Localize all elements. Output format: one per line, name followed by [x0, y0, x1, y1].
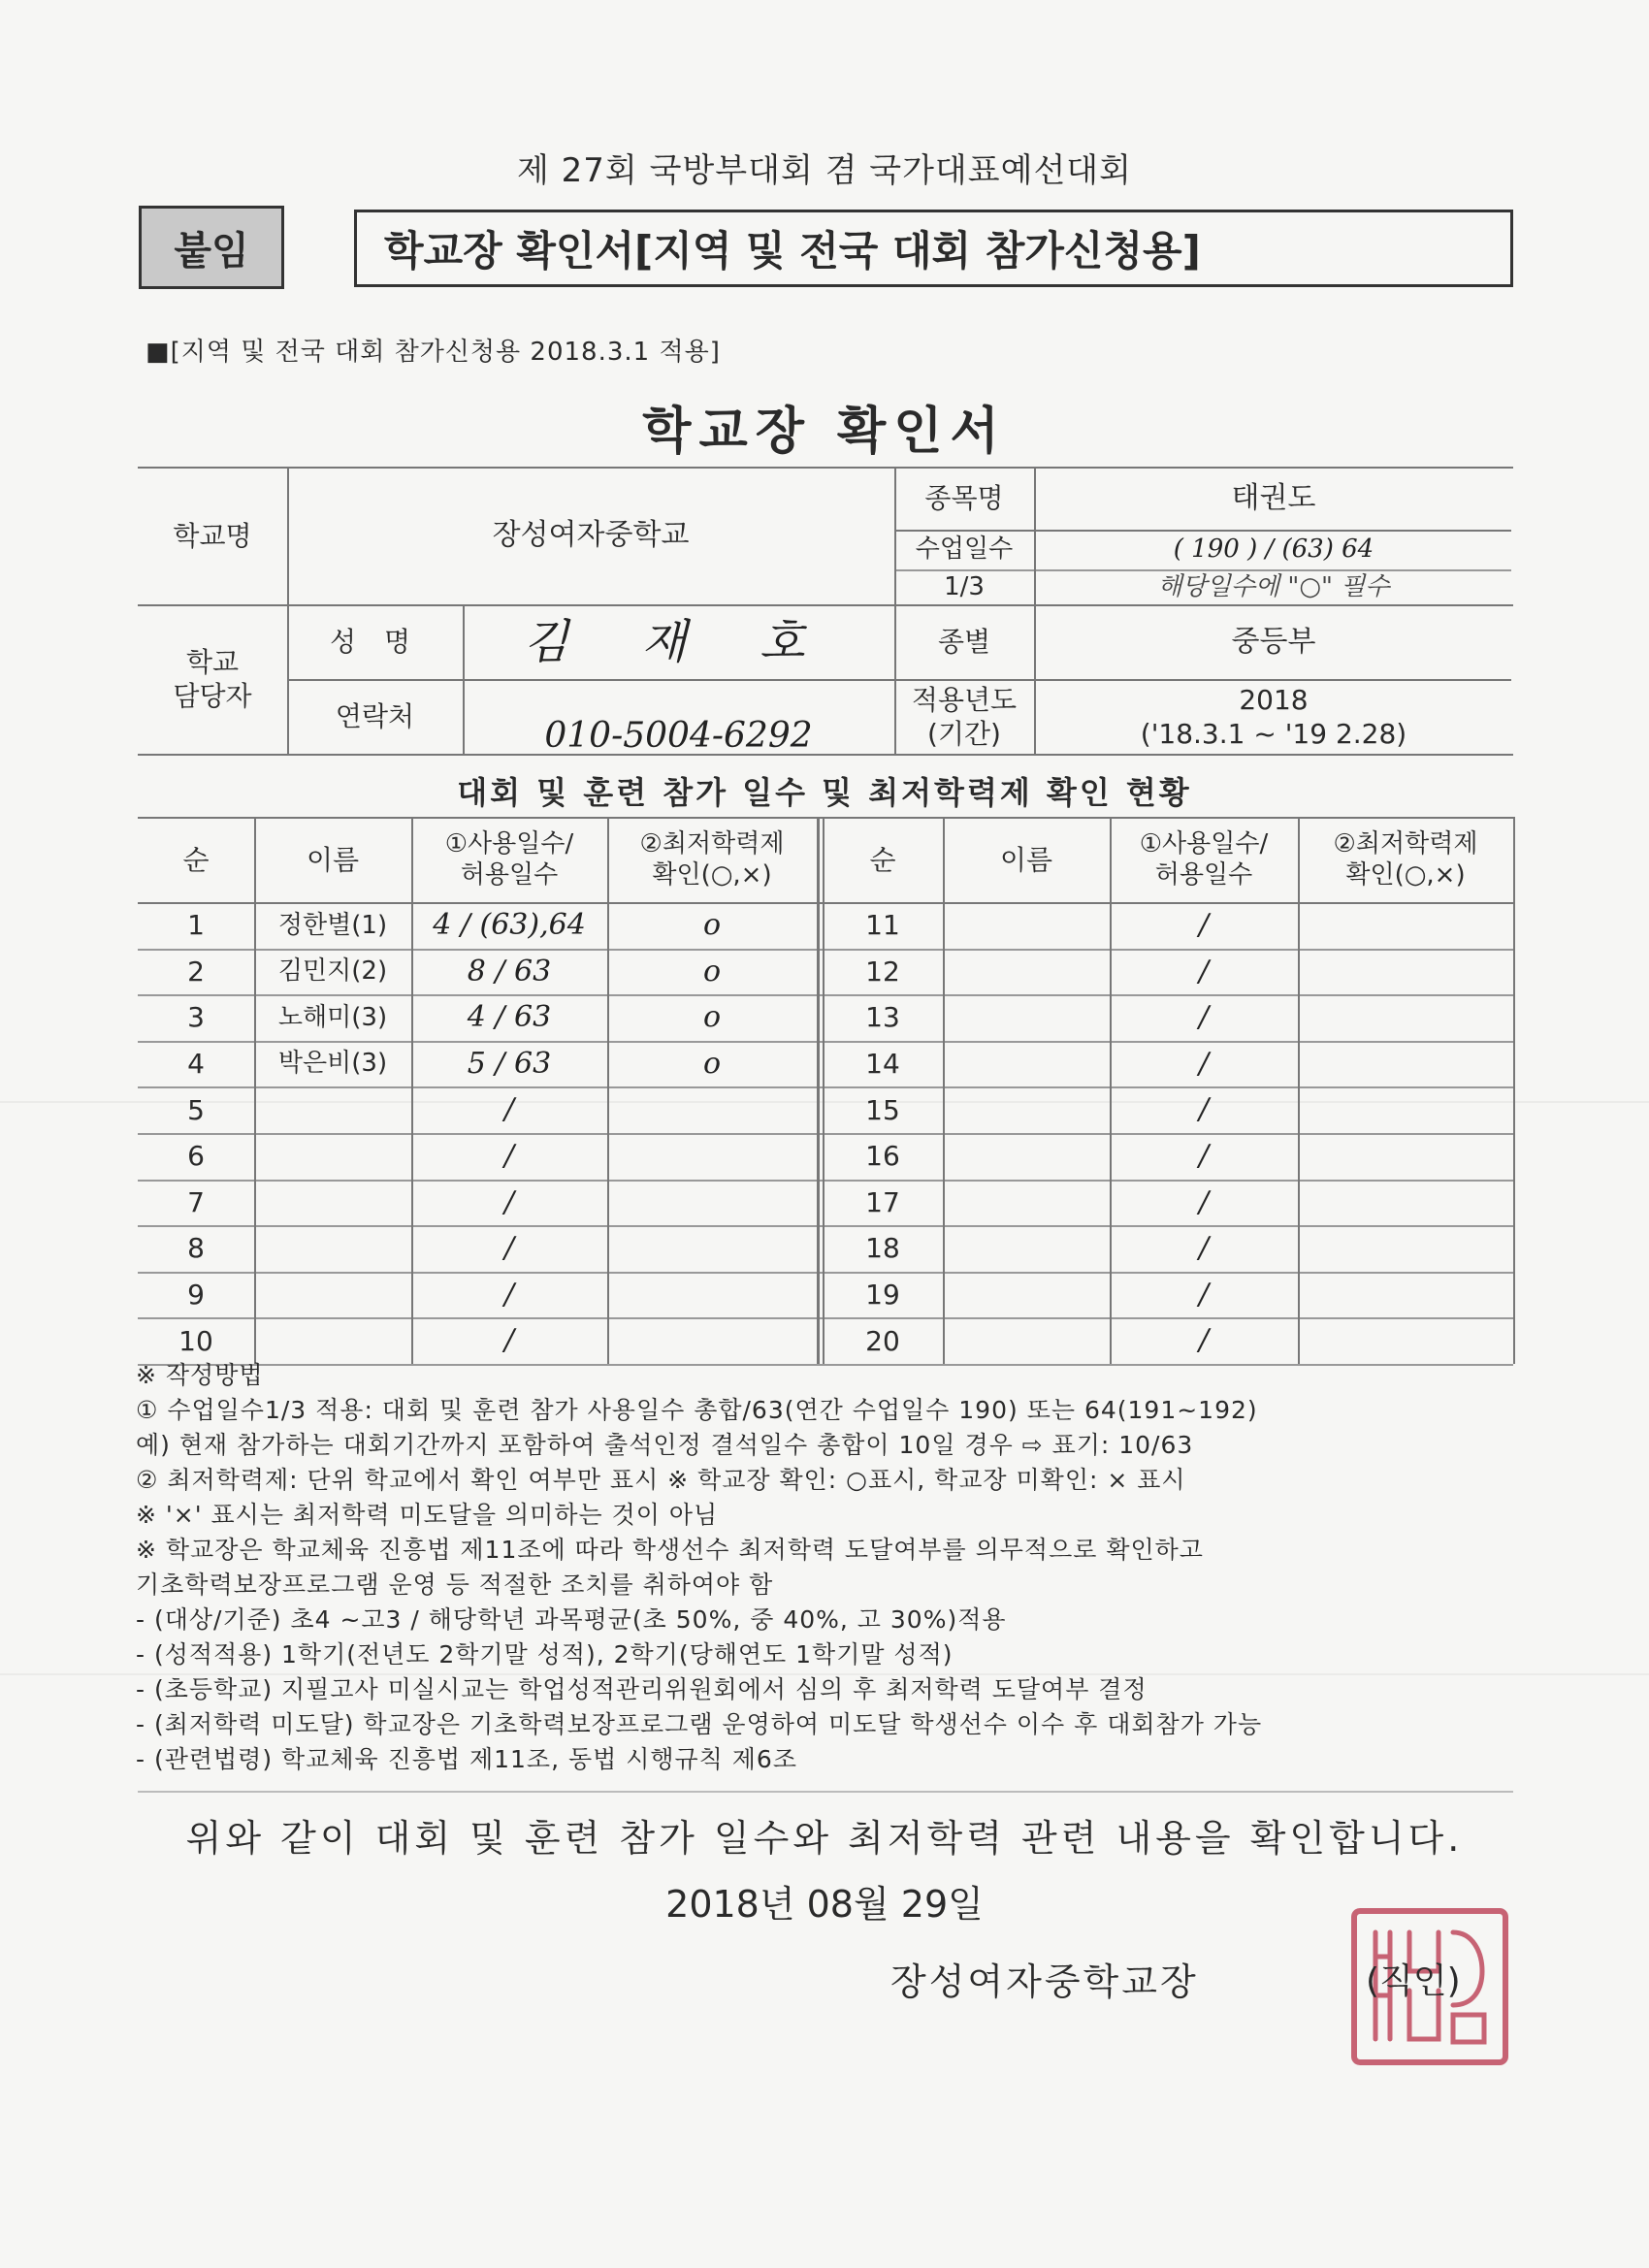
row-number: 14	[865, 1048, 900, 1081]
col-header-check	[607, 817, 817, 902]
row-days: /	[1198, 908, 1210, 943]
row-number: 16	[865, 1140, 900, 1173]
row-name	[254, 1086, 411, 1133]
class-days-ratio-label: 1/3	[944, 571, 985, 601]
attachment-label: 붙임	[139, 206, 284, 289]
row-number: 15	[865, 1093, 900, 1126]
row-name	[943, 1086, 1110, 1133]
apply-year-label	[894, 679, 1034, 754]
col-header-line: ②최저학력제	[1333, 828, 1478, 859]
row-days: 4 / 63	[467, 1000, 552, 1035]
row-number: 19	[865, 1279, 900, 1312]
row-check	[607, 1317, 817, 1364]
row-number: 9	[187, 1279, 205, 1312]
row-check	[1298, 902, 1513, 949]
method-line: ① 수업일수1/3 적용: 대회 및 훈련 참가 사용일수 총합/63(연간 수업일수 190) 또는 64(191~192)	[136, 1396, 1258, 1424]
row-check: o	[702, 1000, 722, 1035]
row-number: 6	[187, 1140, 205, 1173]
method-line: ② 최저학력제: 단위 학교에서 확인 여부만 표시 ※ 학교장 확인: ○표시, 학교장 미확인: × 표시	[136, 1466, 1186, 1494]
manager-label	[138, 621, 287, 737]
row-number: 13	[865, 1001, 900, 1034]
row-check	[607, 1133, 817, 1180]
row-days: /	[503, 1231, 515, 1266]
col-header-days	[411, 817, 607, 902]
row-check	[1298, 949, 1513, 995]
apply-year-value-line2: ('18.3.1 ~ '19 2.28)	[1140, 717, 1407, 750]
row-number: 3	[187, 1001, 205, 1034]
row-check	[1298, 1180, 1513, 1226]
apply-year-label-line2: (기간)	[927, 717, 1001, 750]
row-name	[943, 1133, 1110, 1180]
document-title: 학교장 확인서	[642, 403, 1007, 461]
row-name	[943, 1272, 1110, 1318]
class-days-note: 해당일수에 "○" 필수	[1157, 571, 1390, 601]
col-header-line: ②최저학력제	[639, 828, 785, 859]
row-days: /	[1198, 954, 1210, 988]
row-check	[607, 1225, 817, 1272]
row-check	[1298, 994, 1513, 1041]
row-days: /	[1198, 1046, 1210, 1081]
row-number: 18	[865, 1232, 900, 1265]
class-days-value: ( 190 ) / (63) 64	[1173, 535, 1374, 565]
row-check	[1298, 1317, 1513, 1364]
row-days: /	[503, 1184, 515, 1219]
row-days: /	[1198, 1139, 1210, 1174]
row-name	[254, 1133, 411, 1180]
row-days: 4 / (63),64	[433, 908, 586, 943]
school-name-value: 장성여자중학교	[492, 518, 690, 553]
row-days: /	[1198, 1231, 1210, 1266]
row-check: o	[702, 954, 722, 988]
method-line: - (성적적용) 1학기(전년도 2학기말 성적), 2학기(당해연도 1학기말 성적)	[136, 1640, 954, 1669]
apply-year-label-line1: 적용년도	[911, 683, 1018, 716]
row-check	[1298, 1272, 1513, 1318]
confirmation-date: 2018년 08월 29일	[665, 1883, 984, 1926]
row-check	[1298, 1225, 1513, 1272]
row-number: 5	[187, 1093, 205, 1126]
column-divider	[817, 817, 820, 1364]
row-name: 박은비(3)	[277, 1049, 388, 1079]
row-days: 8 / 63	[467, 954, 552, 988]
event-title: 제 27회 국방부대회 겸 국가대표예선대회	[517, 151, 1132, 190]
method-line: 기초학력보장프로그램 운영 등 적절한 조치를 취하여야 함	[136, 1571, 774, 1599]
row-days: /	[1198, 1277, 1210, 1312]
row-name	[943, 1225, 1110, 1272]
row-name	[943, 994, 1110, 1041]
col-header-line: 확인(○,×)	[652, 860, 772, 890]
row-name	[943, 902, 1110, 949]
person-name-label: 성 명	[330, 626, 420, 658]
confirmation-text: 위와 같이 대회 및 훈련 참가 일수와 최저학력 관련 내용을 확인합니다.	[185, 1817, 1464, 1860]
row-check	[607, 1272, 817, 1318]
row-name	[943, 949, 1110, 995]
principal-title: 장성여자중학교장	[890, 1960, 1199, 2003]
row-check	[607, 1086, 817, 1133]
writing-method	[136, 1358, 1513, 1777]
column-divider	[1513, 817, 1515, 1364]
row-days: /	[1198, 1092, 1210, 1127]
method-line: - (대상/기준) 초4 ~고3 / 해당학년 과목평균(초 50%, 중 40%, 고 30%)적용	[136, 1605, 1007, 1634]
col-header-no: 순	[182, 843, 210, 876]
row-name	[943, 1041, 1110, 1087]
row-number: 8	[187, 1232, 205, 1265]
row-name: 정한별(1)	[277, 910, 388, 940]
col-header-line: ①사용일수/	[444, 828, 574, 859]
col-header-line: 허용일수	[460, 860, 559, 890]
contact-value: 010-5004-6292	[544, 715, 813, 756]
row-days: 5 / 63	[467, 1046, 552, 1081]
row-days: /	[1198, 1323, 1210, 1358]
class-days-label: 수업일수	[915, 535, 1014, 565]
contact-label: 연락처	[335, 700, 415, 732]
row-days: /	[503, 1092, 515, 1127]
row-name	[254, 1180, 411, 1226]
division-label: 종별	[937, 626, 991, 658]
col-header-line: 허용일수	[1154, 860, 1253, 890]
method-line: ※ 학교장은 학교체육 진흥법 제11조에 따라 학생선수 최저학력 도달여부를 의무적으로 확인하고	[136, 1536, 1204, 1564]
row-name: 김민지(2)	[277, 956, 388, 987]
row-name	[254, 1225, 411, 1272]
school-name-label: 학교명	[173, 519, 252, 552]
row-name	[943, 1317, 1110, 1364]
row-days: /	[503, 1277, 515, 1312]
row-name	[254, 1317, 411, 1364]
col-header-line: ①사용일수/	[1139, 828, 1269, 859]
row-days: /	[1198, 1184, 1210, 1219]
method-line: - (관련법령) 학교체육 진흥법 제11조, 동법 시행규칙 제6조	[136, 1745, 797, 1773]
col-header-no: 순	[869, 843, 896, 876]
division-value: 중등부	[1231, 624, 1316, 659]
row-number: 12	[865, 955, 900, 988]
row-number: 2	[187, 955, 205, 988]
row-name	[254, 1272, 411, 1318]
method-line: - (초등학교) 지필고사 미실시교는 학업성적관리위원회에서 심의 후 최저학력 도달여부 결정	[136, 1675, 1148, 1703]
row-number: 7	[187, 1185, 205, 1218]
seal-label: (직인)	[1366, 1961, 1461, 2001]
row-number: 10	[178, 1324, 213, 1357]
col-header-name: 이름	[306, 843, 360, 876]
method-line: ※ '×' 표시는 최저학력 미도달을 의미하는 것이 아님	[136, 1501, 719, 1529]
manager-label-line2: 담당자	[173, 680, 252, 712]
row-days: /	[503, 1323, 515, 1358]
apply-year-value-line1: 2018	[1239, 683, 1309, 716]
row-number: 1	[187, 909, 205, 942]
method-line: 예) 현재 참가하는 대회기간까지 포함하여 출석인정 결석일수 총합이 10일 경우 ⇨ 표기: 10/63	[136, 1431, 1194, 1459]
col-header-check	[1298, 817, 1513, 902]
apply-note: ■[지역 및 전국 대회 참가신청용 2018.3.1 적용]	[146, 338, 721, 367]
event-value: 태권도	[1231, 480, 1316, 515]
row-check	[1298, 1086, 1513, 1133]
row-check: o	[702, 1046, 722, 1081]
row-days: /	[503, 1139, 515, 1174]
row-name	[943, 1180, 1110, 1226]
col-header-days	[1110, 817, 1298, 902]
event-label: 종목명	[924, 482, 1004, 514]
row-check	[1298, 1041, 1513, 1087]
col-header-name: 이름	[999, 843, 1053, 876]
row-number: 11	[865, 909, 900, 942]
person-name-value: 김 재 호	[523, 614, 834, 669]
row-number: 4	[187, 1048, 205, 1081]
row-number: 17	[865, 1185, 900, 1218]
method-line: ※ 작성방법	[136, 1361, 264, 1389]
row-check	[1298, 1133, 1513, 1180]
row-number: 20	[865, 1324, 900, 1357]
row-check: o	[702, 908, 722, 943]
row-check	[607, 1180, 817, 1226]
document-type-title: 학교장 확인서[지역 및 전국 대회 참가신청용]	[354, 210, 1513, 287]
row-name: 노해미(3)	[277, 1002, 388, 1032]
apply-year-value	[1034, 679, 1513, 754]
status-table-title: 대회 및 훈련 참가 일수 및 최저학력제 확인 현황	[457, 774, 1192, 811]
method-line: - (최저학력 미도달) 학교장은 기초학력보장프로그램 운영하여 미도달 학생선수 이수 후 대회참가 가능	[136, 1710, 1263, 1738]
col-header-line: 확인(○,×)	[1345, 860, 1466, 890]
divider	[138, 1791, 1513, 1793]
manager-label-line1: 학교	[185, 646, 240, 678]
row-days: /	[1198, 1000, 1210, 1035]
